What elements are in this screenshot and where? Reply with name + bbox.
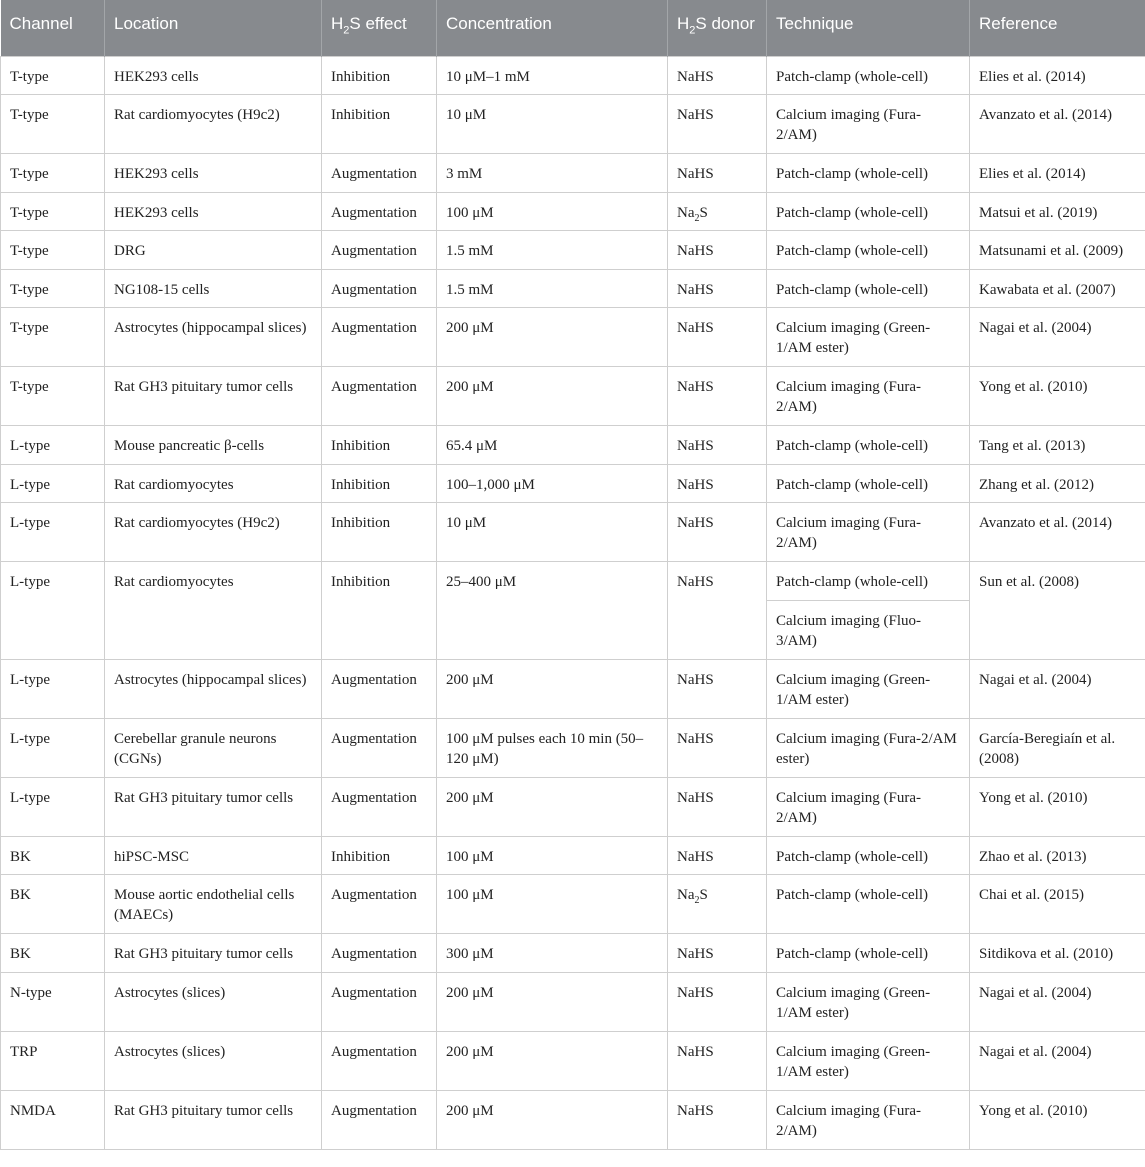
cell-location: Astrocytes (slices) <box>105 972 322 1031</box>
cell-concentration: 100 μM <box>437 836 668 875</box>
cell-donor: NaHS <box>668 503 767 562</box>
cell-effect: Augmentation <box>322 875 437 934</box>
header-location: Location <box>105 0 322 56</box>
cell-technique: Patch-clamp (whole-cell) <box>767 836 970 875</box>
table-row <box>1 934 1145 973</box>
cell-concentration: 25–400 μM <box>437 562 668 660</box>
cell-reference: Zhang et al. (2012) <box>970 464 1145 503</box>
cell-effect: Augmentation <box>322 308 437 367</box>
cell-location: Mouse pancreatic β-cells <box>105 426 322 465</box>
cell-effect: Augmentation <box>322 777 437 836</box>
cell-effect: Augmentation <box>322 269 437 308</box>
cell-effect: Augmentation <box>322 972 437 1031</box>
cell-channel: L-type <box>1 718 105 777</box>
cell-reference: Tang et al. (2013) <box>970 426 1145 465</box>
cell-channel: BK <box>1 875 105 934</box>
cell-concentration: 100 μM pulses each 10 min (50–120 μM) <box>437 718 668 777</box>
cell-donor: NaHS <box>668 95 767 154</box>
cell-donor: NaHS <box>668 308 767 367</box>
cell-channel: L-type <box>1 659 105 718</box>
table-row <box>1 1090 1145 1149</box>
cell-donor: NaHS <box>668 231 767 270</box>
cell-technique: Calcium imaging (Fura-2/AM) <box>767 367 970 426</box>
cell-reference: Yong et al. (2010) <box>970 777 1145 836</box>
table-row <box>1 426 1145 465</box>
cell-reference: Sun et al. (2008) <box>970 562 1145 660</box>
cell-concentration: 65.4 μM <box>437 426 668 465</box>
cell-effect: Augmentation <box>322 367 437 426</box>
cell-concentration: 300 μM <box>437 934 668 973</box>
header-reference: Reference <box>970 0 1145 56</box>
cell-donor: NaHS <box>668 464 767 503</box>
cell-reference: Nagai et al. (2004) <box>970 308 1145 367</box>
cell-location: HEK293 cells <box>105 192 322 231</box>
cell-effect: Inhibition <box>322 426 437 465</box>
table-row <box>1 875 1145 934</box>
cell-reference: Matsunami et al. (2009) <box>970 231 1145 270</box>
table-row <box>1 269 1145 308</box>
cell-donor: NaHS <box>668 562 767 660</box>
table-row <box>1 154 1145 193</box>
cell-technique: Patch-clamp (whole-cell) <box>767 56 970 95</box>
cell-channel: L-type <box>1 464 105 503</box>
cell-donor: NaHS <box>668 154 767 193</box>
cell-effect: Inhibition <box>322 836 437 875</box>
header-channel: Channel <box>1 0 105 56</box>
cell-technique: Patch-clamp (whole-cell) <box>767 231 970 270</box>
cell-effect: Augmentation <box>322 1090 437 1149</box>
cell-effect: Augmentation <box>322 934 437 973</box>
cell-concentration: 200 μM <box>437 308 668 367</box>
cell-reference: Sitdikova et al. (2010) <box>970 934 1145 973</box>
cell-concentration: 100 μM <box>437 875 668 934</box>
cell-location: Rat cardiomyocytes (H9c2) <box>105 503 322 562</box>
cell-donor: $Na_2S$ <box>668 875 767 934</box>
cell-location: HEK293 cells <box>105 56 322 95</box>
cell-channel: L-type <box>1 503 105 562</box>
cell-technique: Calcium imaging (Green-1/AM ester) <box>767 308 970 367</box>
cell-donor: NaHS <box>668 56 767 95</box>
table-row <box>1 503 1145 562</box>
cell-donor: NaHS <box>668 777 767 836</box>
table-row <box>1 562 1145 601</box>
cell-reference: Kawabata et al. (2007) <box>970 269 1145 308</box>
cell-concentration: 200 μM <box>437 972 668 1031</box>
cell-location: Rat GH3 pituitary tumor cells <box>105 934 322 973</box>
cell-donor: NaHS <box>668 367 767 426</box>
cell-channel: BK <box>1 836 105 875</box>
cell-technique: Patch-clamp (whole-cell) <box>767 192 970 231</box>
cell-technique: Patch-clamp (whole-cell) <box>767 875 970 934</box>
cell-channel: BK <box>1 934 105 973</box>
cell-effect: Inhibition <box>322 464 437 503</box>
cell-reference: García-Beregiaín et al. (2008) <box>970 718 1145 777</box>
cell-effect: Augmentation <box>322 192 437 231</box>
cell-reference: Matsui et al. (2019) <box>970 192 1145 231</box>
cell-location: hiPSC-MSC <box>105 836 322 875</box>
cell-donor: NaHS <box>668 1031 767 1090</box>
cell-channel: T-type <box>1 56 105 95</box>
header-concentration: Concentration <box>437 0 668 56</box>
cell-technique: Patch-clamp (whole-cell) <box>767 562 970 601</box>
cell-technique: Patch-clamp (whole-cell) <box>767 154 970 193</box>
cell-technique: Calcium imaging (Fluo-3/AM) <box>767 600 970 659</box>
cell-location: Rat GH3 pituitary tumor cells <box>105 1090 322 1149</box>
cell-reference: Yong et al. (2010) <box>970 367 1145 426</box>
table-row <box>1 659 1145 718</box>
cell-concentration: 100 μM <box>437 192 668 231</box>
cell-concentration: 10 μM <box>437 503 668 562</box>
cell-donor: NaHS <box>668 836 767 875</box>
table-row <box>1 1031 1145 1090</box>
cell-concentration: 200 μM <box>437 1031 668 1090</box>
cell-reference: Zhao et al. (2013) <box>970 836 1145 875</box>
cell-location: Cerebellar granule neurons (CGNs) <box>105 718 322 777</box>
cell-concentration: 10 μM <box>437 95 668 154</box>
cell-reference: Yong et al. (2010) <box>970 1090 1145 1149</box>
cell-reference: Chai et al. (2015) <box>970 875 1145 934</box>
cell-channel: L-type <box>1 426 105 465</box>
cell-channel: TRP <box>1 1031 105 1090</box>
table-row <box>1 192 1145 231</box>
cell-channel: L-type <box>1 562 105 660</box>
cell-technique: Patch-clamp (whole-cell) <box>767 464 970 503</box>
cell-channel: T-type <box>1 95 105 154</box>
cell-concentration: 10 μM–1 mM <box>437 56 668 95</box>
table-row <box>1 231 1145 270</box>
cell-channel: T-type <box>1 367 105 426</box>
cell-concentration: 100–1,000 μM <box>437 464 668 503</box>
cell-technique: Patch-clamp (whole-cell) <box>767 426 970 465</box>
cell-technique: Calcium imaging (Fura-2/AM) <box>767 777 970 836</box>
table-row <box>1 718 1145 777</box>
cell-channel: T-type <box>1 154 105 193</box>
table-row <box>1 777 1145 836</box>
cell-donor: NaHS <box>668 426 767 465</box>
cell-channel: T-type <box>1 231 105 270</box>
cell-donor: NaHS <box>668 659 767 718</box>
cell-channel: T-type <box>1 192 105 231</box>
cell-location: Rat cardiomyocytes <box>105 562 322 660</box>
cell-technique: Calcium imaging (Fura-2/AM) <box>767 1090 970 1149</box>
header-donor: $H_2S$ donor <box>668 0 767 56</box>
cell-location: Rat GH3 pituitary tumor cells <box>105 777 322 836</box>
cell-channel: NMDA <box>1 1090 105 1149</box>
table-row <box>1 464 1145 503</box>
cell-effect: Inhibition <box>322 95 437 154</box>
cell-effect: Augmentation <box>322 1031 437 1090</box>
cell-technique: Patch-clamp (whole-cell) <box>767 934 970 973</box>
cell-reference: Elies et al. (2014) <box>970 154 1145 193</box>
cell-effect: Augmentation <box>322 659 437 718</box>
cell-effect: Augmentation <box>322 718 437 777</box>
cell-location: Rat cardiomyocytes (H9c2) <box>105 95 322 154</box>
table-row <box>1 972 1145 1031</box>
cell-technique: Calcium imaging (Green-1/AM ester) <box>767 659 970 718</box>
cell-reference: Nagai et al. (2004) <box>970 972 1145 1031</box>
cell-reference: Nagai et al. (2004) <box>970 1031 1145 1090</box>
cell-effect: Inhibition <box>322 562 437 660</box>
table-row <box>1 95 1145 154</box>
cell-location: Rat GH3 pituitary tumor cells <box>105 367 322 426</box>
cell-concentration: 3 mM <box>437 154 668 193</box>
cell-reference: Avanzato et al. (2014) <box>970 503 1145 562</box>
cell-reference: Avanzato et al. (2014) <box>970 95 1145 154</box>
table-body <box>1 56 1145 1149</box>
cell-concentration: 200 μM <box>437 367 668 426</box>
cell-technique: Calcium imaging (Green-1/AM ester) <box>767 1031 970 1090</box>
cell-location: DRG <box>105 231 322 270</box>
cell-channel: T-type <box>1 269 105 308</box>
cell-concentration: 1.5 mM <box>437 269 668 308</box>
cell-technique: Patch-clamp (whole-cell) <box>767 269 970 308</box>
cell-concentration: 1.5 mM <box>437 231 668 270</box>
table-row <box>1 56 1145 95</box>
cell-channel: L-type <box>1 777 105 836</box>
table-header <box>1 0 1145 56</box>
cell-concentration: 200 μM <box>437 777 668 836</box>
cell-channel: T-type <box>1 308 105 367</box>
cell-effect: Inhibition <box>322 503 437 562</box>
cell-location: HEK293 cells <box>105 154 322 193</box>
cell-donor: NaHS <box>668 1090 767 1149</box>
cell-technique: Calcium imaging (Green-1/AM ester) <box>767 972 970 1031</box>
cell-location: NG108-15 cells <box>105 269 322 308</box>
header-row <box>1 0 1145 56</box>
cell-reference: Nagai et al. (2004) <box>970 659 1145 718</box>
cell-concentration: 200 μM <box>437 1090 668 1149</box>
cell-donor: NaHS <box>668 972 767 1031</box>
cell-effect: Augmentation <box>322 231 437 270</box>
cell-donor: NaHS <box>668 718 767 777</box>
table-row <box>1 367 1145 426</box>
header-technique: Technique <box>767 0 970 56</box>
cell-technique: Calcium imaging (Fura-2/AM ester) <box>767 718 970 777</box>
cell-technique: Calcium imaging (Fura-2/AM) <box>767 503 970 562</box>
cell-donor: $Na_2S$ <box>668 192 767 231</box>
cell-reference: Elies et al. (2014) <box>970 56 1145 95</box>
table-row <box>1 836 1145 875</box>
cell-technique: Calcium imaging (Fura-2/AM) <box>767 95 970 154</box>
cell-donor: NaHS <box>668 269 767 308</box>
cell-location: Rat cardiomyocytes <box>105 464 322 503</box>
cell-channel: N-type <box>1 972 105 1031</box>
cell-location: Astrocytes (hippocampal slices) <box>105 659 322 718</box>
table-row <box>1 308 1145 367</box>
cell-effect: Inhibition <box>322 56 437 95</box>
cell-effect: Augmentation <box>322 154 437 193</box>
cell-location: Astrocytes (slices) <box>105 1031 322 1090</box>
header-effect: $H_2S$ effect <box>322 0 437 56</box>
cell-location: Mouse aortic endothelial cells (MAECs) <box>105 875 322 934</box>
cell-location: Astrocytes (hippocampal slices) <box>105 308 322 367</box>
cell-concentration: 200 μM <box>437 659 668 718</box>
cell-donor: NaHS <box>668 934 767 973</box>
